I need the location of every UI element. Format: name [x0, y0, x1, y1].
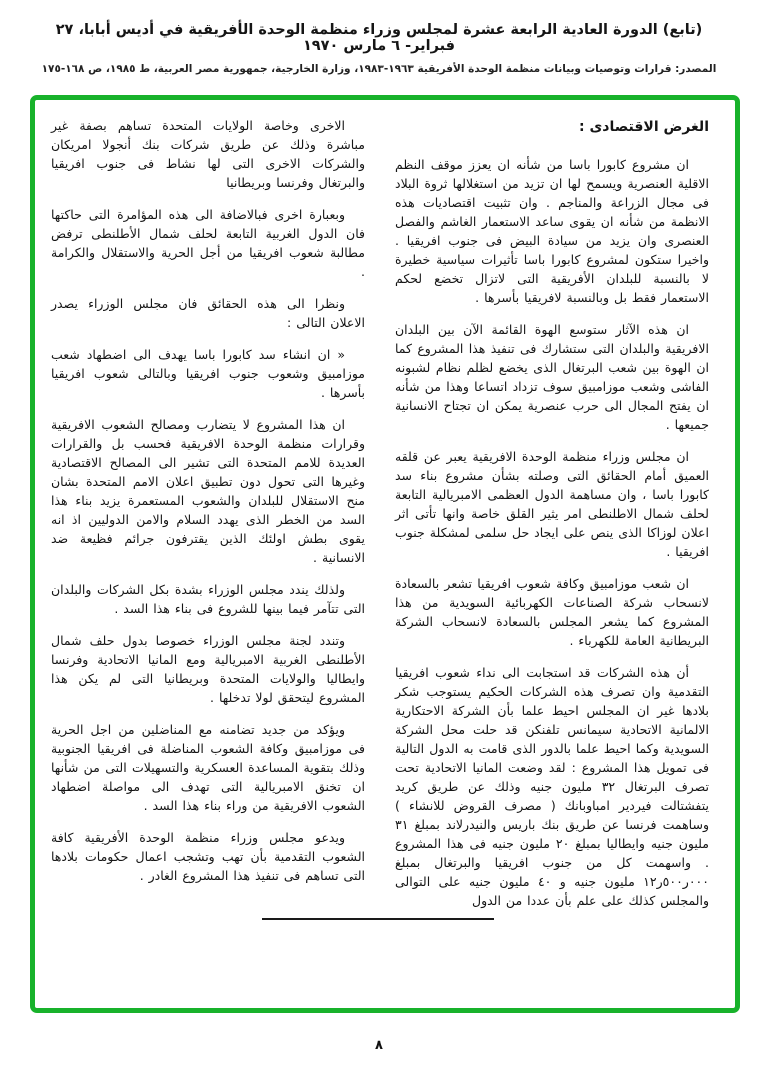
page-number: ٨ — [375, 1038, 383, 1053]
column-left — [51, 116, 365, 988]
paragraph: ونظرا الى هذه الحقائق فان مجلس الوزراء يصدر الاعلان التالى : — [51, 296, 365, 330]
paragraph: ان شعب موزامبيق وكافة شعوب افريقيا تشعر بالسعادة لانسحاب شركة الصناعات الكهربائية السويدية من هذا المشروع كما يشعر المجلس بالسعادة لانسحاب الشركة البريطانية العامة للكهرباء . — [395, 576, 709, 648]
paragraph: الاخرى وخاصة الولايات المتحدة تساهم بصفة غير مباشرة وذلك عن طريق شركات بنك أنجولا امريكان والشركات الاخرى التى لها نشاط فى جنوب افريقيا والبرتغال وفرنسا وبريطانيا — [51, 118, 365, 190]
paragraph: ويدعو مجلس وزراء منظمة الوحدة الأفريقية كافة الشعوب التقدمية بأن تهب وتشجب اعمال حكومات بلادها التى تساهم فى تنفيذ هذا المشروع الغادر . — [51, 830, 365, 883]
paragraph: « ان انشاء سد كابورا باسا يهدف الى اضطهاد شعب موزامبيق وشعوب جنوب افريقيا وبالتالى شعوب افريقيا بأسرها . — [51, 347, 365, 400]
paragraph: أن هذه الشركات قد استجابت الى نداء شعوب افريقيا التقدمية وان تصرف هذه الشركات الحكيم يستوجب شكر بلادها غير ان المجلس احيط علما بأن الشركة الاحتكارية الالمانية الاتحادية سيمانس تلفنكن قد حلت محل الشركة السويدية وكما احيط علما بالدور الذى قامت به الدول التالية فى تمويل هذا المشروع : لقد وضعت المانيا الاتحادية تحت تصرف البرتغال ٣٢ مليون جنيه وذلك عن طريق كريد يتفشتالت فيردير امباوبانك ( مصرف القروض للانشاء ) وساهمت فرنسا عن طريق بنك باريس والنيدرلاند بمبلغ ٣١ مليون جنيه وايطاليا بمبلغ ٢٠ مليون جنيه فى هذا المشروع . واسهمت كل من جنوب افريقيا والبرتغال بمبلغ ٠٠٠ر٥٠٠ر١٢ مليون جنيه و ٤٠ مليون جنيه على التوالى والمجلس كذلك على علم بأن عددا من الدول — [395, 665, 709, 908]
page-footer — [0, 1034, 758, 1053]
page-header — [0, 22, 758, 75]
paragraph: ولذلك يندد مجلس الوزراء بشدة بكل الشركات والبلدان التى تتآمر فيما بينها للشروع فى بناء هذا السد . — [51, 582, 365, 616]
section-heading: الغرض الاقتصادى : — [578, 119, 709, 135]
paragraph: وبعبارة اخرى فبالاضافة الى هذه المؤامرة التى حاكتها فان الدول الغربية التابعة لحلف شمال الأطلنطى ترفض مطالبة شعوب افريقيا من أجل الحرية والاستقلال والكرامة . — [51, 207, 365, 279]
paragraph: ان هذا المشروع لا يتضارب ومصالح الشعوب الافريقية وقرارات منظمة الوحدة الافريقية فحسب بل والقرارات العديدة للامم المتحدة التى تشير الى المصالح الاقتصادية وغيرها التى تحول دون تطبيق اعلان الامم المتحدة بشان منح الاستقلال للبلدان والشعوب المستعمرة يزيد بناء هذا السد من الخطر الذى يهدد السلام والامن الدوليين اذ انه يقوى بطش اولئك الذين يقترفون جرائم فظيعة ضد الانسانية . — [51, 417, 365, 565]
paragraph: ويؤكد من جديد تضامنه مع المناضلين من اجل الحرية فى موزامبيق وكافة الشعوب المناضلة فى افريقيا الجنوبية وذلك بتقوية المساعدة العسكرية والتسهيلات التى من شأنها ان تخنق الامبريالية التى تهدف الى مواصلة اضطهاد الشعوب الافريقية من وراء بناء هذا السد . — [51, 722, 365, 813]
column-right — [395, 116, 709, 988]
paragraph: وتندد لجنة مجلس الوزراء خصوصا بدول حلف شمال الأطلنطى الغربية الامبريالية ومع المانيا الاتحادية وفرنسا وايطاليا والولايات المتحدة وبريطانيا التى لم يكن هذا المشروع ليتحقق لولا تدخلها . — [51, 633, 365, 705]
document-frame — [30, 95, 740, 1013]
paragraph: ان مشروع كابورا باسا من شأنه ان يعزز موقف النظم الاقلية العنصرية ويسمح لها ان تزيد من استغلالها ثروة البلاد فى مجال الزراعة والمناجم . وان تثبيت اقتصاديات هذه الانظمة من شأنه ان يقوى ساعد الاستعمار الغاشم والفصل العنصرى وان يزيد من سيادة البيض فى جنوب افريقيا . واخيرا ستكون لمشروع كابورا باسا تأثيرات سياسية خطيرة لا بالنسبة للبلدان الأفريقية التى لاتزال تخضع لحكم الاستعمار فقط بل وبالنسبة لافريقيا بأسرها . — [395, 157, 709, 305]
footnote-rule — [262, 918, 494, 920]
source-line: المصدر: قرارات وتوصيات وبيانات منظمة الوحدة الأفريقية ١٩٦٣-١٩٨٣، وزارة الخارجية، جمهورية مصر العربية، ط ١٩٨٥، ص ١٦٨-١٧٥ — [41, 63, 717, 75]
two-column-body — [51, 116, 709, 988]
paragraph: ان مجلس وزراء منظمة الوحدة الافريقية يعبر عن قلقه العميق أمام الحقائق التى وصلته بشأن مشروع بناء سد كابورا باسا ، وان مساهمة الدول العظمى الامبريالية التابعة لحلف شمال الاطلنطى امر يثير القلق خاصة وانها تأتى اثر اعلان لوزاكا الذى ينص على ايجاد حل سلمى لمشكلة جنوب افريقيا . — [395, 449, 709, 559]
paragraph: ان هذه الآثار ستوسع الهوة القائمة الآن بين البلدان الافريقية والبلدان التى ستشارك فى تنفيذ هذا المشروع كما ان الهوة بين شعب البرتغال الذى يخضع لظلم نظام لشبونه الفاشى وشعب موزامبيق سوف تزداد اتساعا وهذا من شأنه ان يفتح المجال الى حرب عنصرية يمكن ان تجتاح الانسانية جميعها . — [395, 322, 709, 432]
session-title: (تابع) الدورة العادية الرابعة عشرة لمجلس وزراء منظمة الوحدة الأفريقية في أديس أبابا، ٢٧ فبراير- ٦ مارس ١٩٧٠ — [55, 22, 703, 54]
